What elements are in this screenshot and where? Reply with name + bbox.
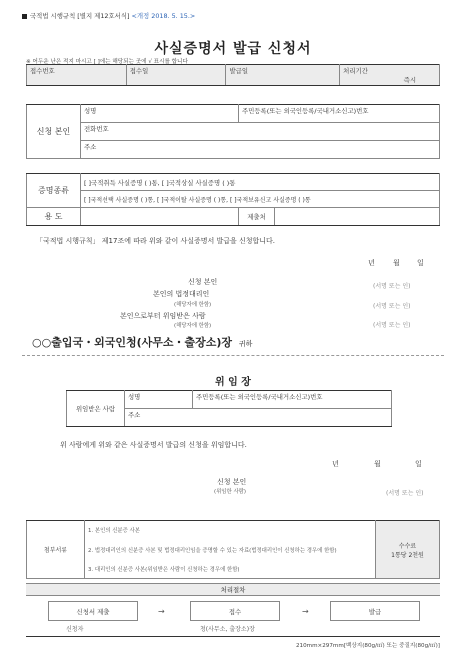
delegation-sign-label: 신청 본인 <box>217 478 247 486</box>
square-bullet-icon <box>22 14 27 19</box>
fee-cell <box>376 521 440 579</box>
delegate-name-field[interactable]: 성명 <box>125 391 193 409</box>
form-note: ※ 어두운 난은 적지 마시고 [ ]에는 해당되는 곳에 √ 표시를 합니다 <box>26 59 188 65</box>
form-reference: 국적법 시행규칙 [별지 제12호서식] <box>30 12 130 20</box>
application-date-day: 일 <box>417 259 424 267</box>
delegation-table <box>66 390 392 427</box>
cert-type-table <box>26 173 440 208</box>
delegation-date-day: 일 <box>415 460 422 468</box>
arrow-right-icon: → <box>302 607 309 616</box>
arrow-right-icon: → <box>158 607 165 616</box>
purpose-label: 용 도 <box>27 208 81 226</box>
delegation-title: 위 임 장 <box>215 377 251 388</box>
signature-legal-rep-mark[interactable]: (서명 또는 인) <box>373 303 411 310</box>
applicant-address-field[interactable]: 주소 <box>81 141 440 159</box>
applicant-phone-field[interactable]: 전화번호 <box>81 123 440 141</box>
recipient <box>32 334 252 350</box>
applicant-section-label: 신청 본인 <box>27 105 81 159</box>
attachment-item-1: 1. 본인의 신분증 사본 <box>85 521 376 539</box>
delegation-date-year: 년 <box>332 460 339 468</box>
signature-self-label: 신청 본인 <box>188 278 218 286</box>
procedure-actor-office: 청(사무소, 출장소)장 <box>200 626 255 633</box>
form-header <box>22 11 195 20</box>
receipt-meta-table <box>26 64 440 86</box>
delegate-id-field[interactable]: 주민등록(또는 외국인등록/국내거소신고)번호 <box>193 391 392 409</box>
fee-value: 1통당 2천원 <box>391 551 424 559</box>
signature-delegate-mark[interactable]: (서명 또는 인) <box>373 322 411 329</box>
fee-label: 수수료 <box>398 542 417 550</box>
cut-line <box>22 355 444 356</box>
procedure-actor-applicant: 신청자 <box>66 626 84 633</box>
attachments-label: 첨부서류 <box>27 521 85 579</box>
attachment-item-2: 2. 법정대리인의 신분증 사본 및 법정대리인임을 증명할 수 있는 자료(법정대리인이 신청하는 경우에 한함) <box>85 539 376 561</box>
submit-to-label: 제출처 <box>239 208 275 226</box>
delegate-address-field[interactable]: 주소 <box>125 409 392 427</box>
application-statement: 「국적법 시행규칙」 제17조에 따라 위와 같이 사실증명서 발급을 신청합니다. <box>36 237 276 245</box>
procedure-title: 처리절차 <box>26 583 440 596</box>
cert-type-label: 증명종류 <box>27 174 81 208</box>
recipient-office: ○○출입국・외국인청(사무소・출장소)장 <box>32 336 233 349</box>
delegation-statement: 위 사람에게 위와 같은 사실증명서 발급의 신청을 위임합니다. <box>60 441 247 449</box>
receipt-date-cell: 접수일 <box>126 65 226 86</box>
signature-delegate-label: 본인으로부터 위임받은 사람 <box>120 312 206 320</box>
footer-rule <box>26 636 440 637</box>
delegation-sign-mark[interactable]: (서명 또는 인) <box>386 490 424 497</box>
signature-self-mark[interactable]: (서명 또는 인) <box>373 283 411 290</box>
paper-spec: 210mm×297mm[백상지(80g/㎡) 또는 중질지(80g/㎡)] <box>295 643 440 649</box>
application-date-year: 년 <box>368 259 375 267</box>
signature-delegate-sub: (해당자에 한함) <box>174 323 212 329</box>
purpose-table <box>26 207 440 226</box>
issue-date-cell: 발급일 <box>226 65 340 86</box>
cert-type-row-1[interactable]: [ ]국적취득 사실증명 ( )통, [ ]국적상실 사실증명 ( )통 <box>81 174 440 191</box>
procedure-step-submit: 신청서 제출 <box>48 601 138 621</box>
delegate-section-label: 위임받은 사람 <box>67 391 125 427</box>
signature-legal-rep-label: 본인의 법정대리인 <box>153 290 210 298</box>
recipient-suffix: 귀하 <box>238 340 253 348</box>
attachment-item-3: 3. 대리인의 신분증 사본(위임받은 사람이 신청하는 경우에 한함) <box>85 561 376 579</box>
signature-legal-rep-sub: (해당자에 한함) <box>174 302 212 308</box>
application-date-month: 월 <box>393 259 400 267</box>
applicant-id-field[interactable]: 주민등록(또는 외국인등록/국내거소신고)번호 <box>239 105 440 123</box>
processing-period-cell: 처리기간 즉시 <box>340 65 440 86</box>
delegation-date-month: 월 <box>374 460 381 468</box>
cert-type-row-2[interactable]: [ ]국적선택 사실증명 ( )통, [ ]국적이탈 사실증명 ( )통, [ ]국적보유신고 사실증명 ( )통 <box>81 191 440 208</box>
procedure-step-issue: 발급 <box>330 601 420 621</box>
attachments-table <box>26 520 440 579</box>
delegation-sign-sub: (위임한 사람) <box>214 489 246 495</box>
purpose-field[interactable] <box>81 208 239 226</box>
revision-date: <개정 2018. 5. 15.> <box>131 12 196 20</box>
procedure-step-receipt: 접수 <box>190 601 280 621</box>
receipt-number-cell: 접수번호 <box>27 65 127 86</box>
submit-to-field[interactable] <box>275 208 440 226</box>
applicant-table <box>26 104 440 159</box>
applicant-name-field[interactable]: 성명 <box>81 105 239 123</box>
page-title: 사실증명서 발급 신청서 <box>154 41 312 57</box>
